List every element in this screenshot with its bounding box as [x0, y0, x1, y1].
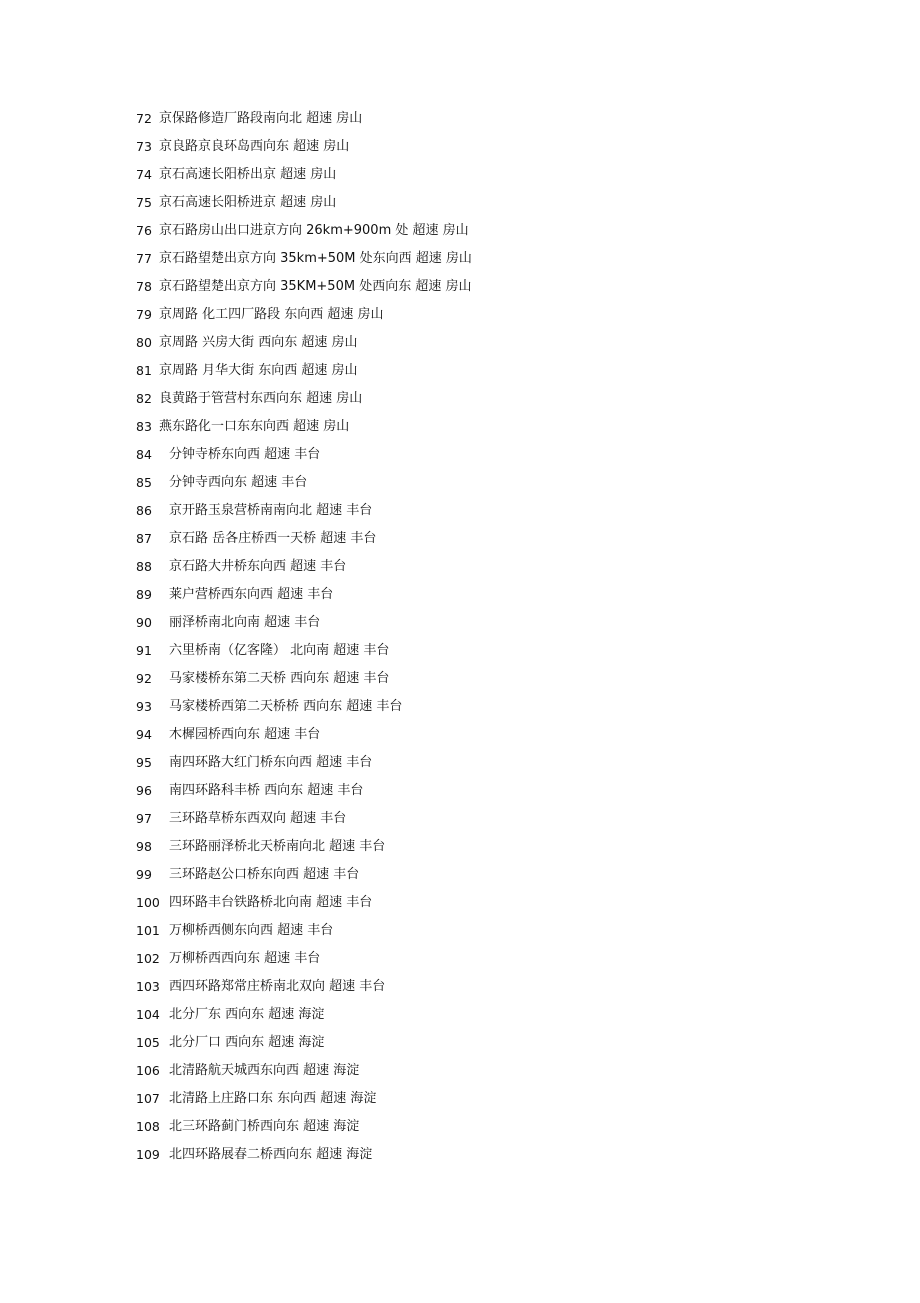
entry-number: 101 — [136, 923, 160, 938]
list-item — [136, 357, 472, 385]
list-item — [136, 637, 472, 665]
list-item — [136, 1085, 472, 1113]
list-item — [136, 581, 472, 609]
entry-text: 分钟寺桥东向西 超速 丰台 — [169, 447, 321, 462]
list-item — [136, 945, 472, 973]
entry-number: 89 — [136, 587, 152, 602]
list-item — [136, 385, 472, 413]
entry-number: 75 — [136, 195, 152, 210]
entry-number: 86 — [136, 503, 152, 518]
entry-number: 80 — [136, 335, 152, 350]
entry-number: 92 — [136, 671, 152, 686]
entry-text: 西四环路郑常庄桥南北双向 超速 丰台 — [169, 979, 386, 994]
entry-text: 京开路玉泉营桥南南向北 超速 丰台 — [169, 503, 373, 518]
list-item — [136, 665, 472, 693]
entry-text: 木樨园桥西向东 超速 丰台 — [169, 727, 321, 742]
entry-text: 南四环路科丰桥 西向东 超速 丰台 — [169, 783, 364, 798]
entry-text: 莱户营桥西东向西 超速 丰台 — [169, 587, 334, 602]
entry-number: 74 — [136, 167, 152, 182]
entry-text: 三环路草桥东西双向 超速 丰台 — [169, 811, 347, 826]
list-item — [136, 245, 472, 273]
entry-text: 京石高速长阳桥出京 超速 房山 — [159, 167, 337, 182]
entry-number: 85 — [136, 475, 152, 490]
entry-text: 北分厂口 西向东 超速 海淀 — [169, 1035, 325, 1050]
entry-number: 98 — [136, 839, 152, 854]
entry-number: 107 — [136, 1091, 160, 1106]
list-item — [136, 329, 472, 357]
entry-number: 106 — [136, 1063, 160, 1078]
list-item — [136, 861, 472, 889]
entry-text: 南四环路大红门桥东向西 超速 丰台 — [169, 755, 373, 770]
entry-text: 京保路修造厂路段南向北 超速 房山 — [159, 111, 363, 126]
entry-text: 北分厂东 西向东 超速 海淀 — [169, 1007, 325, 1022]
entry-text: 京良路京良环岛西向东 超速 房山 — [159, 139, 350, 154]
entry-text: 京石路大井桥东向西 超速 丰台 — [169, 559, 347, 574]
list-item — [136, 105, 472, 133]
entry-text: 京周路 化工四厂路段 东向西 超速 房山 — [159, 307, 384, 322]
entry-number: 108 — [136, 1119, 160, 1134]
list-item — [136, 189, 472, 217]
entry-number: 99 — [136, 867, 152, 882]
entry-text: 京周路 兴房大街 西向东 超速 房山 — [159, 335, 358, 350]
entry-text: 万柳桥西侧东向西 超速 丰台 — [169, 923, 334, 938]
list-item — [136, 805, 472, 833]
list-item — [136, 721, 472, 749]
entry-number: 109 — [136, 1147, 160, 1162]
list-item — [136, 973, 472, 1001]
entry-number: 81 — [136, 363, 152, 378]
entry-number: 87 — [136, 531, 152, 546]
entry-text: 万柳桥西西向东 超速 丰台 — [169, 951, 321, 966]
entry-number: 93 — [136, 699, 152, 714]
list-item — [136, 1029, 472, 1057]
entry-text: 京石路望楚出京方向 35km+50M 处东向西 超速 房山 — [159, 251, 472, 266]
entry-number: 100 — [136, 895, 160, 910]
entry-number: 72 — [136, 111, 152, 126]
list-item — [136, 553, 472, 581]
list-item — [136, 469, 472, 497]
entry-text: 丽泽桥南北向南 超速 丰台 — [169, 615, 321, 630]
entry-number: 97 — [136, 811, 152, 826]
list-item — [136, 1113, 472, 1141]
entry-text: 北四环路展春二桥西向东 超速 海淀 — [169, 1147, 373, 1162]
entry-text: 京石高速长阳桥进京 超速 房山 — [159, 195, 337, 210]
entry-number: 105 — [136, 1035, 160, 1050]
list-item — [136, 161, 472, 189]
entry-number: 96 — [136, 783, 152, 798]
list-item — [136, 749, 472, 777]
list-item — [136, 497, 472, 525]
entry-number: 73 — [136, 139, 152, 154]
list-item — [136, 833, 472, 861]
list-item — [136, 133, 472, 161]
entry-text: 京石路望楚出京方向 35KM+50M 处西向东 超速 房山 — [159, 279, 472, 294]
entry-number: 90 — [136, 615, 152, 630]
entry-text: 京石路房山出口进京方向 26km+900m 处 超速 房山 — [159, 223, 469, 238]
list-item — [136, 917, 472, 945]
entry-text: 马家楼桥东第二天桥 西向东 超速 丰台 — [169, 671, 390, 686]
list-item — [136, 609, 472, 637]
entry-text: 燕东路化一口东东向西 超速 房山 — [159, 419, 350, 434]
entry-text: 京周路 月华大街 东向西 超速 房山 — [159, 363, 358, 378]
entry-number: 88 — [136, 559, 152, 574]
list-item — [136, 777, 472, 805]
entry-text: 北清路航天城西东向西 超速 海淀 — [169, 1063, 360, 1078]
entry-text: 六里桥南（亿客隆） 北向南 超速 丰台 — [169, 643, 390, 658]
entry-list — [136, 105, 472, 1169]
entry-text: 京石路 岳各庄桥西一天桥 超速 丰台 — [169, 531, 377, 546]
entry-number: 83 — [136, 419, 152, 434]
entry-number: 103 — [136, 979, 160, 994]
entry-text: 良黄路于管营村东西向东 超速 房山 — [159, 391, 363, 406]
entry-number: 84 — [136, 447, 152, 462]
list-item — [136, 301, 472, 329]
entry-number: 95 — [136, 755, 152, 770]
entry-text: 马家楼桥西第二天桥桥 西向东 超速 丰台 — [169, 699, 403, 714]
entry-text: 三环路丽泽桥北天桥南向北 超速 丰台 — [169, 839, 386, 854]
entry-number: 82 — [136, 391, 152, 406]
entry-text: 北三环路蓟门桥西向东 超速 海淀 — [169, 1119, 360, 1134]
entry-number: 94 — [136, 727, 152, 742]
entry-text: 分钟寺西向东 超速 丰台 — [169, 475, 308, 490]
list-item — [136, 693, 472, 721]
entry-number: 104 — [136, 1007, 160, 1022]
list-item — [136, 273, 472, 301]
list-item — [136, 217, 472, 245]
entry-number: 79 — [136, 307, 152, 322]
entry-number: 102 — [136, 951, 160, 966]
entry-number: 78 — [136, 279, 152, 294]
list-item — [136, 525, 472, 553]
entry-text: 三环路赵公口桥东向西 超速 丰台 — [169, 867, 360, 882]
list-item — [136, 1057, 472, 1085]
list-item — [136, 1001, 472, 1029]
list-item — [136, 413, 472, 441]
entry-text: 四环路丰台铁路桥北向南 超速 丰台 — [169, 895, 373, 910]
entry-text: 北清路上庄路口东 东向西 超速 海淀 — [169, 1091, 377, 1106]
entry-number: 76 — [136, 223, 152, 238]
entry-number: 91 — [136, 643, 152, 658]
list-item — [136, 889, 472, 917]
list-item — [136, 1141, 472, 1169]
list-item — [136, 441, 472, 469]
entry-number: 77 — [136, 251, 152, 266]
